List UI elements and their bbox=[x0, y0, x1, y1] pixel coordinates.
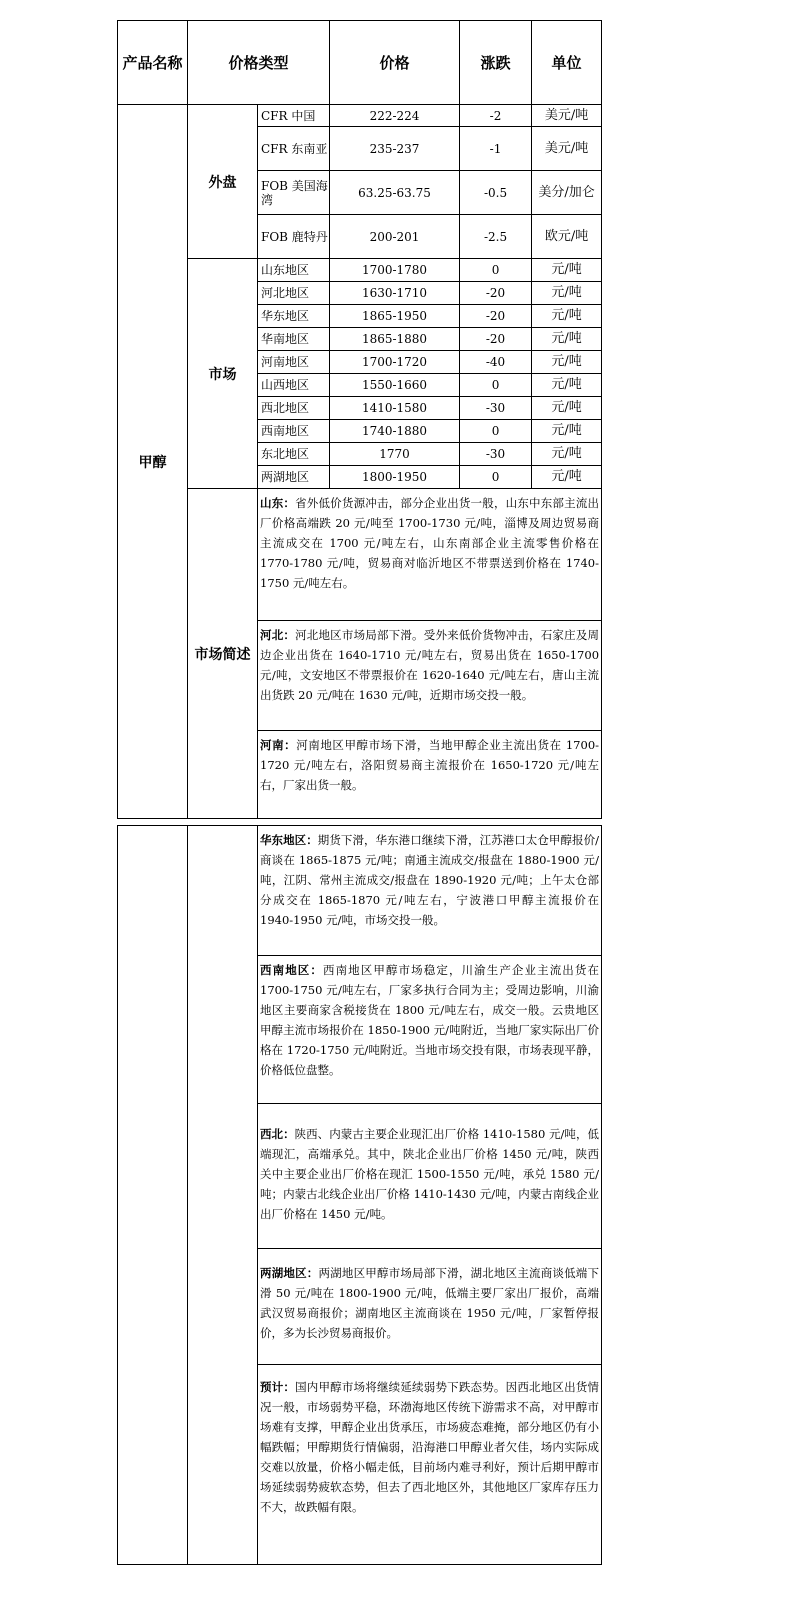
summary-text: 陕西、内蒙古主要企业现汇出厂价格 1410-1580 元/吨，低端现汇，高端承兑。其中，陕北企业出厂价格 1450 元/吨，陕西关中主要企业出厂价格在现汇 1500-1550 元/吨，承兑 1580 元/吨；内蒙古北线企业出厂价格 1410-1430 元/吨，内蒙古南线企业出厂价格在 1450 元/吨。 bbox=[260, 1127, 599, 1221]
row-label: 西南地区 bbox=[258, 420, 330, 443]
summary-text: 西南地区甲醇市场稳定，川渝生产企业主流出货在 1700-1750 元/吨左右，厂家多执行合同为主；受周边影响，川渝地区主要商家含税接货在 1800 元/吨左右，成交一般。云贵地区甲醇主流市场报价在 1850-1900 元/吨附近，当地厂家实际出厂价格在 1720-1750 元/吨附近。当地市场交投有限，市场表现平静，价格低位盘整。 bbox=[260, 963, 600, 1077]
row-label: FOB 鹿特丹 bbox=[258, 215, 330, 259]
summary-region: 华东地区： bbox=[260, 833, 318, 847]
summary-region: 西北： bbox=[260, 1127, 295, 1141]
summary-forecast bbox=[258, 1365, 602, 1565]
summary-text: 河南地区甲醇市场下滑，当地甲醇企业主流出货在 1700-1720 元/吨左右，洛阳贸易商主流报价在 1650-1720 元/吨左右，厂家出货一般。 bbox=[260, 738, 600, 792]
row-label: 河南地区 bbox=[258, 351, 330, 374]
row-change: -30 bbox=[460, 397, 532, 420]
product-empty-cell bbox=[118, 826, 188, 1565]
header-product: 产品名称 bbox=[118, 21, 188, 105]
row-change: -20 bbox=[460, 328, 532, 351]
table-row bbox=[118, 105, 602, 127]
row-unit: 元/吨 bbox=[532, 328, 602, 351]
row-change: 0 bbox=[460, 420, 532, 443]
row-change: -0.5 bbox=[460, 171, 532, 215]
row-label: 两湖地区 bbox=[258, 466, 330, 489]
summary-henan bbox=[258, 731, 602, 819]
summary-row bbox=[118, 826, 602, 956]
row-label: 山西地区 bbox=[258, 374, 330, 397]
row-price: 63.25-63.75 bbox=[330, 171, 460, 215]
row-unit: 欧元/吨 bbox=[532, 215, 602, 259]
row-change: -40 bbox=[460, 351, 532, 374]
row-label: FOB 美国海湾 bbox=[258, 171, 330, 215]
summary-lianghu bbox=[258, 1249, 602, 1365]
row-change: -1 bbox=[460, 127, 532, 171]
group-summary: 市场简述 bbox=[188, 489, 258, 819]
row-price: 1740-1880 bbox=[330, 420, 460, 443]
summary-east-china bbox=[258, 826, 602, 956]
summary-region: 河北： bbox=[260, 628, 296, 642]
row-change: 0 bbox=[460, 259, 532, 282]
row-change: 0 bbox=[460, 374, 532, 397]
row-label: CFR 中国 bbox=[258, 105, 330, 127]
summary-row bbox=[118, 489, 602, 621]
summary-table bbox=[117, 825, 602, 1565]
row-unit: 元/吨 bbox=[532, 374, 602, 397]
row-price: 1865-1950 bbox=[330, 305, 460, 328]
row-unit: 元/吨 bbox=[532, 466, 602, 489]
row-change: -30 bbox=[460, 443, 532, 466]
row-change: -20 bbox=[460, 282, 532, 305]
row-label: CFR 东南亚 bbox=[258, 127, 330, 171]
row-price: 1865-1880 bbox=[330, 328, 460, 351]
row-unit: 美元/吨 bbox=[532, 127, 602, 171]
summary-text: 省外低价货源冲击，部分企业出货一般，山东中东部主流出厂价格高端跌 20 元/吨至 1700-1730 元/吨，淄博及周边贸易商主流成交在 1700 元/吨左右，山东南部企业主流零售价格在 1770-1780 元/吨，贸易商对临沂地区不带票送到价格在 1740-1750 元/吨左右。 bbox=[260, 496, 600, 590]
row-label: 西北地区 bbox=[258, 397, 330, 420]
row-price: 200-201 bbox=[330, 215, 460, 259]
summary-text: 期货下滑，华东港口继续下滑，江苏港口太仓甲醇报价/商谈在 1865-1875 元/吨；南通主流成交/报盘在 1880-1900 元/吨，江阴、常州主流成交/报盘在 1890-1920 元/吨；上午太仓部分成交在 1865-1870 元/吨左右，宁波港口甲醇主流报价在 1940-1950 元/吨，市场交投一般。 bbox=[260, 833, 599, 927]
row-unit: 元/吨 bbox=[532, 443, 602, 466]
summary-shandong bbox=[258, 489, 602, 621]
row-label: 山东地区 bbox=[258, 259, 330, 282]
row-unit: 美分/加仑 bbox=[532, 171, 602, 215]
row-price: 1800-1950 bbox=[330, 466, 460, 489]
row-change: -20 bbox=[460, 305, 532, 328]
row-price: 1700-1780 bbox=[330, 259, 460, 282]
row-label: 华东地区 bbox=[258, 305, 330, 328]
row-label: 河北地区 bbox=[258, 282, 330, 305]
row-price: 1410-1580 bbox=[330, 397, 460, 420]
row-change: 0 bbox=[460, 466, 532, 489]
row-price: 222-224 bbox=[330, 105, 460, 127]
row-unit: 元/吨 bbox=[532, 259, 602, 282]
summary-region: 两湖地区： bbox=[260, 1266, 319, 1280]
group-empty-cell bbox=[188, 826, 258, 1565]
row-label: 东北地区 bbox=[258, 443, 330, 466]
header-row bbox=[118, 21, 602, 105]
row-change: -2.5 bbox=[460, 215, 532, 259]
summary-northwest bbox=[258, 1104, 602, 1249]
header-price: 价格 bbox=[330, 21, 460, 105]
summary-hebei bbox=[258, 621, 602, 731]
row-unit: 元/吨 bbox=[532, 397, 602, 420]
summary-text: 河北地区市场局部下滑。受外来低价货物冲击，石家庄及周边企业出货在 1640-1710 元/吨左右，贸易出货在 1650-1700 元/吨，文安地区不带票报价在 1620-1640 元/吨左右，唐山主流出货跌 20 元/吨在 1630 元/吨，近期市场交投一般。 bbox=[260, 628, 600, 702]
row-price: 1700-1720 bbox=[330, 351, 460, 374]
header-unit: 单位 bbox=[532, 21, 602, 105]
summary-region: 山东： bbox=[260, 496, 296, 510]
row-price: 235-237 bbox=[330, 127, 460, 171]
summary-region: 西南地区： bbox=[260, 963, 323, 977]
header-price-type: 价格类型 bbox=[188, 21, 330, 105]
row-price: 1550-1660 bbox=[330, 374, 460, 397]
summary-southwest bbox=[258, 956, 602, 1104]
summary-text: 两湖地区甲醇市场局部下滑，湖北地区主流商谈低端下滑 50 元/吨在 1800-1900 元/吨，低端主要厂家出厂报价，高端武汉贸易商报价；湖南地区主流商谈在 1950 元/吨，厂家暂停报价，多为长沙贸易商报价。 bbox=[260, 1266, 599, 1340]
summary-region: 河南： bbox=[260, 738, 297, 752]
group-external: 外盘 bbox=[188, 105, 258, 259]
row-unit: 美元/吨 bbox=[532, 105, 602, 127]
row-change: -2 bbox=[460, 105, 532, 127]
row-unit: 元/吨 bbox=[532, 305, 602, 328]
table-row bbox=[118, 259, 602, 282]
row-label: 华南地区 bbox=[258, 328, 330, 351]
price-table bbox=[117, 20, 602, 819]
summary-text: 国内甲醇市场将继续延续弱势下跌态势。因西北地区出货情况一般，市场弱势平稳，环渤海地区传统下游需求不高，对甲醇市场难有支撑，甲醇企业出货承压，市场疲态难掩，部分地区仍有小幅跌幅；甲醇期货行情偏弱，沿海港口甲醇业者欠佳，场内实际成交难以放量，价格小幅走低，目前场内难寻利好，预计后期甲醇市场延续弱势疲软态势，但去了西北地区外，其他地区厂家库存压力不大，故跌幅有限。 bbox=[260, 1380, 600, 1514]
row-unit: 元/吨 bbox=[532, 420, 602, 443]
product-name-cell: 甲醇 bbox=[118, 105, 188, 819]
row-unit: 元/吨 bbox=[532, 282, 602, 305]
group-market: 市场 bbox=[188, 259, 258, 489]
row-price: 1630-1710 bbox=[330, 282, 460, 305]
row-unit: 元/吨 bbox=[532, 351, 602, 374]
summary-region: 预计： bbox=[260, 1380, 296, 1394]
row-price: 1770 bbox=[330, 443, 460, 466]
header-change: 涨跌 bbox=[460, 21, 532, 105]
